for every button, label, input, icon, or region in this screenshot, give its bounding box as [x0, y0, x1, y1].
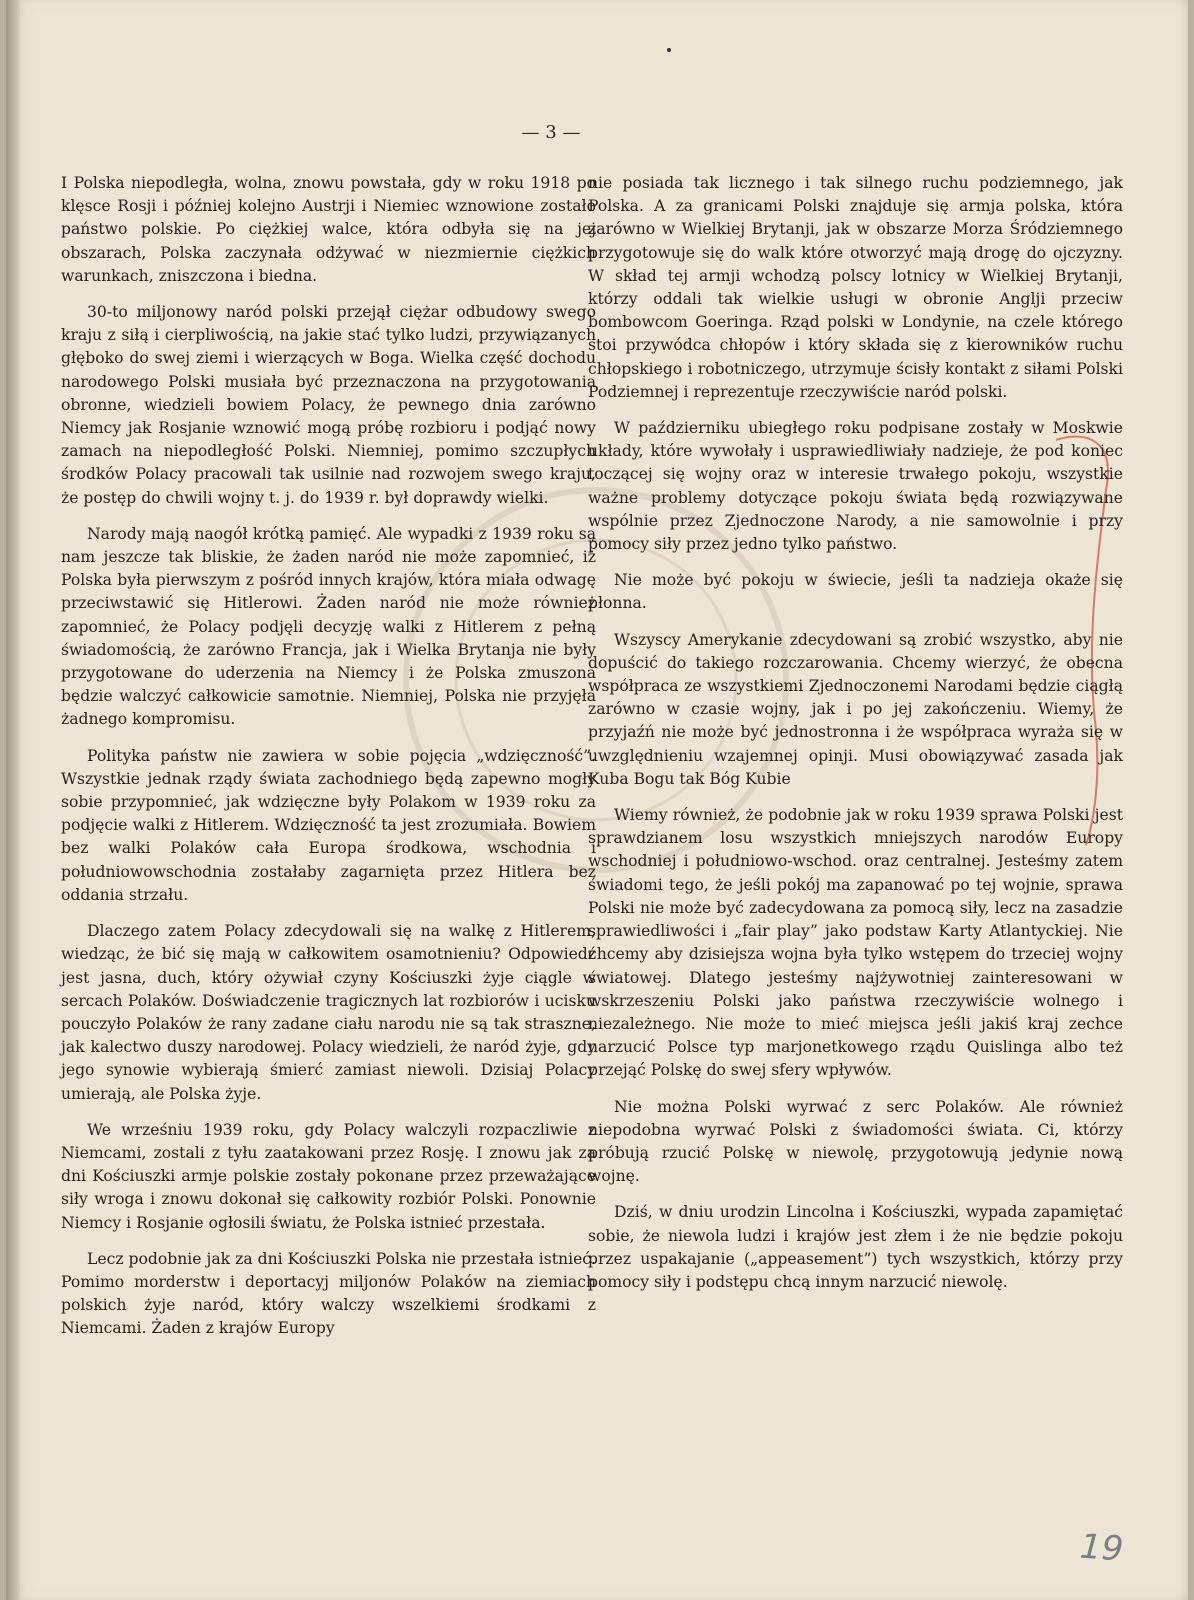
right-column — [588, 172, 1123, 1307]
paragraph: Wiemy również, że podobnie jak w roku 1939 sprawa Polski jest sprawdzianem losu wszystkich mniejszych narodów Europy wschodniej i południowo-wschod. oraz centralnej. Jesteśmy zatem świadomi tego, że jeśli pokój ma zapanować po tej wojnie, sprawa Polski nie może być zadecydowana za pomocą siły, lecz na zasadzie sprawiedliwości i „fair play” jako podstaw Karty Atlantyckiej. Nie chcemy aby dzisiejsza wojna była tylko wstępem do trzeciej wojny światowej. Dlatego jesteśmy najżywotniej zainteresowani w wskrzeszeniu Polski jako państwa rzeczywiście wolnego i niezależnego. Nie może to mieć miejsca jeśli jakiś kraj zechce narzucić Polsce typ marjonetkowego rządu Quislinga albo też przejąć Polskę do swej sfery wpływów. — [588, 806, 1123, 1080]
paragraph: Dlaczego zatem Polacy zdecydowali się na walkę z Hitlerem, wiedząc, że bić się mają w całkowitem osamotnieniu? Odpowiedź jest jasna, duch, który ożywiał czyny Kościuszki żyje ciągle w sercach Polaków. Doświadczenie tragicznych lat rozbiorów i ucisku pouczyło Polaków że rany zadane ciału narodu nie są tak straszne, jak kalectwo duszy narodowej. Polacy wiedzieli, że naród żyje, gdy jego synowie wybierają śmierć zamiast niewoli. Dzisiaj Polacy umierają, ale Polska żyje. — [61, 922, 596, 1103]
paragraph: Nie może być pokoju w świecie, jeśli ta nadzieja okaże się płonna. — [588, 571, 1123, 613]
left-column — [61, 172, 596, 1354]
paragraph: Nie można Polski wyrwać z serc Polaków. Ale również niepodobna wyrwać Polski z świadomości świata. Ci, którzy próbują rzucić Polskę w niewolę, przygotowują jedynie nową wojnę. — [588, 1097, 1123, 1186]
binding-spine — [6, 0, 20, 1600]
paragraph: 30-to miljonowy naród polski przejął ciężar odbudowy swego kraju z siłą i cierpliwością, na jakie stać tylko ludzi, przywiązanych głęboko do swej ziemi i wierzących w Boga. Wielka część dochodu narodowego Polski musiała być przeznaczona na przygotowania obronne, wiedzieli bowiem Polacy, że pewnego dnia zarówno Niemcy jak Rosjanie wznowić mogą próbę rozbioru i podjąć nowy zamach na niepodległość Polski. Niemniej, pomimo szczupłych środków Polacy pracowali tak usilnie nad rozwojem swego kraju, że postęp do chwili wojny t. j. do 1939 r. był doprawdy wielki. — [61, 303, 596, 507]
paragraph: We wrześniu 1939 roku, gdy Polacy walczyli rozpaczliwie z Niemcami, zostali z tyłu zaatakowani przez Rosję. I znowu jak za dni Kościuszki armje polskie zostały pokonane przez przeważające siły wroga i znowu dokonał się całkowity rozbiór Polski. Ponownie Niemcy i Rosjanie ogłosili światu, że Polska istnieć przestała. — [61, 1120, 596, 1232]
paragraph: nie posiada tak licznego i tak silnego ruchu podziemnego, jak Polska. A za granicami Polski znajduje się armja polska, która zarówno w Wielkiej Brytanji, jak w obszarze Morza Śródziemnego przygotowuje się do walk które otworzyć mają drogę do ojczyzny. W skład tej armji wchodzą polscy lotnicy w Wielkiej Brytanji, którzy oddali tak wielkie usługi w obronie Anglji przeciw bombowcom Goeringa. Rząd polski w Londynie, na czele którego stoi przywódca chłopów i który składa się z kierowników ruchu chłopskiego i robotniczego, utrzymuje ścisły kontakt z siłami Polski Podziemnej i reprezentuje rzeczywiście naród polski. — [588, 174, 1123, 401]
paragraph: W październiku ubiegłego roku podpisane zostały w Moskwie układy, które wywołały i usprawiedliwiały nadzieje, że pod koniec toczącej się wojny oraz w interesie trwałego pokoju, wszystkie ważne problemy dotyczące pokoju świata będą rozwiązywane wspólnie przez Zjednoczone Narody, a nie samowolnie i przy pomocy siły przez jedno tylko państwo. — [588, 419, 1123, 554]
paragraph: Lecz podobnie jak za dni Kościuszki Polska nie przestała istnieć. Pomimo morderstw i deportacyj miljonów Polaków na ziemiach polskich żyje naród, który walczy wszelkiemi środkami z Niemcami. Żaden z krajów Europy — [61, 1249, 596, 1338]
paragraph: I Polska niepodległa, wolna, znowu powstała, gdy w roku 1918 po klęsce Rosji i później kolejno Austrji i Niemiec wznowione zostało państwo polskie. Po ciężkiej walce, która odbyła się na jej obszarach, Polska zaczynała odżywać w niezmiernie ciężkich warunkach, zniszczona i biedna. — [61, 174, 596, 285]
paragraph: Narody mają naogół krótką pamięć. Ale wypadki z 1939 roku są nam jeszcze tak bliskie, że żaden naród nie może zapomnieć, iż Polska była pierwszym z pośród innych krajów, która miała odwagę przeciwstawić się Hitlerowi. Żaden naród nie może również zapomnieć, że Polacy podjęli decyzję walki z Hitlerem z pełną świadomością, że zarówno Francja, jak i Wielka Brytanja nie były przygotowane do uderzenia na Niemcy i że Polska zmuszona będzie walczyć całkowicie samotnie. Niemniej, Polska nie przyjęła żadnego kompromisu. — [61, 524, 596, 729]
paragraph: Dziś, w dniu urodzin Lincolna i Kościuszki, wypada zapamiętać sobie, że niewola ludzi i krajów jest złem i że nie będzie pokoju przez uspakajanie („appeasement”) tych wszystkich, którzy przy pomocy siły i podstępu chcą innym narzucić niewolę. — [588, 1203, 1123, 1291]
ink-dot — [667, 48, 671, 52]
paragraph: Polityka państw nie zawiera w sobie pojęcia „wdzięczność”. Wszystkie jednak rządy świata zachodniego będą zapewno mogły sobie przypomnieć, jak wdzięczne były Polakom w 1939 roku za podjęcie walki z Hitlerem. Wdzięczność ta jest zrozumiała. Bowiem bez walki Polaków cała Europa środkowa, wschodnia i południowowschodnia zostałaby zagarnięta przez Hitlera bez oddania strzału. — [61, 746, 596, 904]
paragraph: Wszyscy Amerykanie zdecydowani są zrobić wszystko, aby nie dopuścić do takiego rozczarowania. Chcemy wierzyć, że obecna współpraca ze wszystkiemi Zjednoczonemi Narodami będzie ciągłą zarówno w czasie wojny, jak i po jej zakończeniu. Wiemy, że przyjaźń nie może być jednostronna i że współpraca wyraża się w uwzględnieniu wzajemnej opinji. Musi obowiązywać zasada jak Kuba Bogu tak Bóg Kubie — [588, 630, 1123, 788]
page-sheet — [6, 0, 1188, 1600]
handwritten-page-number: 19 — [1078, 1526, 1125, 1570]
page-number: — 3 — — [521, 122, 581, 143]
